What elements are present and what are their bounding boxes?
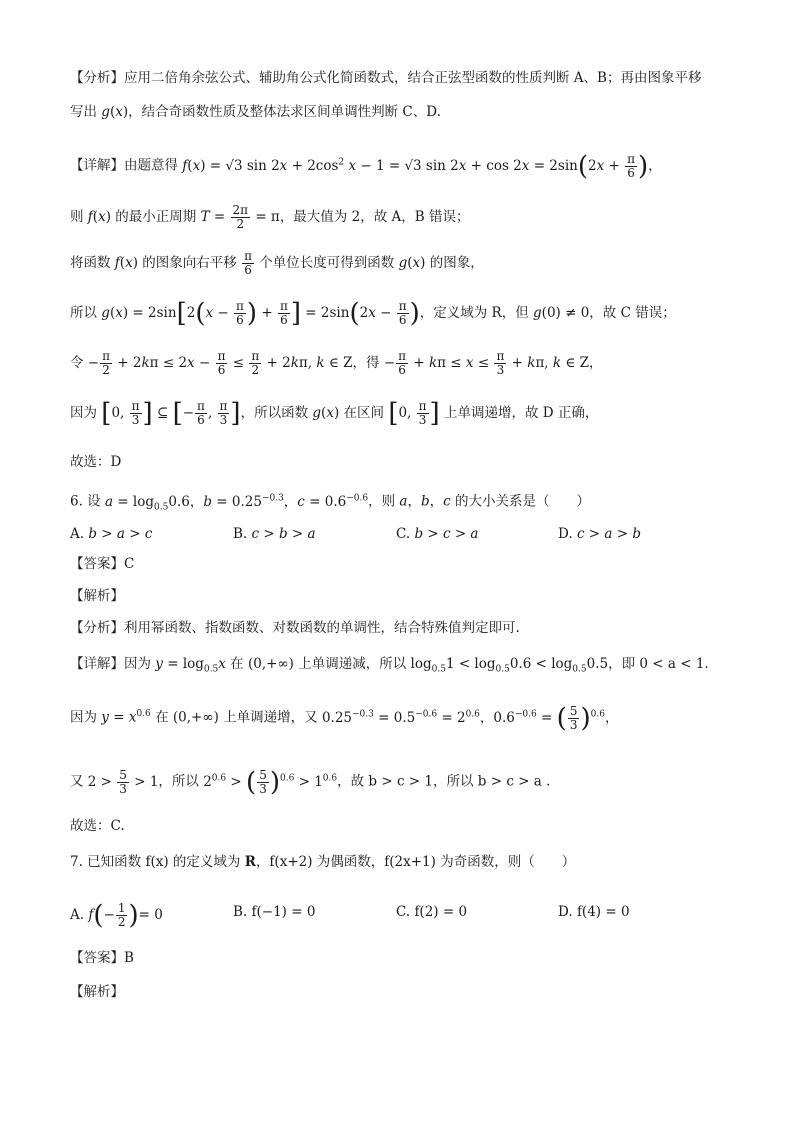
q5-detail-line-6: 因为 [0, $\frac{\pi}{3}$ ] ⊆ [− $\frac{\pi}{6}$ , $\frac{\pi}{3}$ ]，所以函数 g(x) 在区间 [0, $\frac{\pi}{3}$ ] 上单调递增，故 D 正确， (70, 398, 599, 429)
option-c[interactable]: C. b > c > a (396, 526, 479, 542)
q6-select: 故选：C. (70, 818, 125, 834)
formula: g(x) = 2sin[2(x − $\frac{\pi}{6}$ ) + $\frac{\pi}{6}$ ] = 2sin(2x − $\frac{\pi}{6}$ ) (101, 298, 420, 329)
text: 又 (70, 773, 88, 790)
q5-select: 故选：D (70, 454, 122, 470)
option-d[interactable]: D. c > a > b (558, 526, 641, 542)
formula: $\log_{0.5}1 < \log_{0.5}0.6 < \log_{0.5}0.5$ (410, 656, 609, 675)
text: 则 (70, 209, 88, 225)
formula: T = $\frac{2\pi}{2}$ = π (200, 203, 280, 231)
q5-detail-line-4: 所以 g(x) = 2sin[2(x − $\frac{\pi}{6}$ ) + $\frac{\pi}{6}$ ] = 2sin(2x − $\frac{\pi}{6}$ )，定义域为 R，但 g(0) ≠ 0，故 C 错误； (70, 298, 676, 329)
q6-detail-line-3 (70, 768, 550, 796)
formula: $0.25^{-0.3} = 0.5^{-0.6} = 2^{0.6}$，$0.6^{-0.6}$ = ( $\frac{5}{3}$ )$^{0.6}$， (321, 703, 619, 733)
q5-analysis-line-2: 写出 g(x)，结合奇函数性质及整体法求区间单调性判断 C、D. (70, 104, 441, 120)
text: 因为 (70, 405, 102, 421)
text: ，f(x+2) 为偶函数，f(2x+1) 为奇函数，则（ ） (255, 854, 576, 870)
text: 所以 (70, 305, 102, 321)
analysis-text: 应用二倍角余弦公式、辅助角公式化简函数式，结合正弦型函数的性质判断 A、B；再由图象平移 (124, 70, 702, 86)
q7-jiexi-tag: 【解析】 (70, 984, 124, 1000)
formula: $a = \log_{0.5}0.6$，$b = 0.25^{-0.3}$，$c = 0.6^{-0.6}$ (104, 493, 369, 513)
analysis-tag: 【分析】 (70, 70, 124, 86)
q6-options (70, 524, 730, 544)
answer-tag: 【答案】 (70, 556, 124, 572)
text: ，故 b > c > 1，所以 b > c > a . (337, 773, 551, 790)
q5-detail-line-3: 将函数 f(x) 的图象向右平移 $\frac{\pi}{6}$ 个单位长度可得到函数 g(x) 的图象， (70, 249, 484, 277)
q6-stem: 6. 设 $a = \log_{0.5}0.6$，$b = 0.25^{-0.3}$，$c = 0.6^{-0.6}$，则 a，b，c 的大小关系是（ ） (70, 493, 590, 513)
answer-value: B (124, 950, 134, 966)
text: 在区间 (339, 405, 389, 421)
option-a[interactable]: A. b > a > c (70, 526, 153, 542)
option-c[interactable]: C. f(2) = 0 (396, 904, 468, 920)
text: 6. 设 (70, 493, 105, 510)
formula: − $\frac{\pi}{6}$ + kπ ≤ x ≤ $\frac{\pi}{3}$ + kπ, k ∈ Z， (383, 349, 603, 377)
answer-tag: 【答案】 (70, 950, 124, 966)
text: 上单调递增，故 D 正确， (439, 405, 599, 421)
real-set-symbol: R (244, 854, 256, 870)
text: 由题意得 (124, 157, 183, 174)
q5-detail-line-2: 则 f(x) 的最小正周期 T = $\frac{2\pi}{2}$ = π，最大值为 2，故 A，B 错误； (70, 203, 470, 231)
text: 7. 已知函数 f(x) 的定义域为 (70, 854, 245, 870)
detail-tag: 【详解】 (70, 157, 124, 174)
text: 写出 (70, 104, 102, 120)
analysis-text: 利用幂函数、指数函数、对数函数的单调性，结合特殊值判定即可. (124, 620, 520, 636)
text: ，所以函数 (240, 405, 313, 421)
text: ，即 0 < a < 1. (608, 656, 709, 672)
option-d[interactable]: D. f(4) = 0 (558, 904, 630, 920)
formula: $2^{0.6}$ > ( $\frac{5}{3}$ )$^{0.6} > 1^{0.6}$ (203, 767, 338, 797)
text: 令 (70, 355, 88, 371)
text: 因为 (124, 656, 156, 672)
q5-detail-line-5 (70, 350, 603, 377)
q7-stem (70, 852, 575, 872)
answer-value: C (124, 556, 135, 572)
q7-options (70, 900, 730, 931)
text: 的大小关系是（ ） (450, 493, 590, 510)
q7-answer (70, 948, 134, 968)
text: 因为 (70, 709, 102, 726)
text: 的图象， (425, 255, 484, 271)
text: 的图象向右平移 (137, 255, 242, 271)
text: ，最大值为 2，故 A，B 错误； (279, 209, 470, 225)
q6-analysis (70, 618, 520, 638)
option-b[interactable]: B. c > b > a (233, 526, 316, 542)
text: 在 (0,+∞) 上单调递减，所以 (225, 656, 411, 672)
text: ，则 (368, 493, 400, 510)
text: ，定义域为 R，但 (419, 305, 534, 321)
analysis-tag: 【分析】 (70, 620, 124, 636)
q5-detail-line-1 (70, 152, 662, 180)
formula: f(x) = √3 $\sin 2x + 2\cos^2$ x − 1 = √3 sin 2x + cos 2x = 2sin(2x + $\frac{\pi}{6}$ )， (182, 151, 662, 181)
formula: [0, $\frac{\pi}{3}$ ] ⊆ [− $\frac{\pi}{6}$ , $\frac{\pi}{3}$ ] (101, 398, 241, 429)
q6-detail-line-2: 因为 $y = x^{0.6}$ 在 (0,+∞) 上单调递增，又 $0.25^{-0.3} = 0.5^{-0.6} = 2^{0.6}$，$0.6^{-0.6}$ = ( $\frac{5}{3}$ )$^{0.6}$， (70, 703, 619, 733)
text: ，故 C 错误； (589, 305, 676, 321)
text: 的最小正周期 (110, 209, 201, 225)
text: 在 (0,+∞) 上单调递增，又 (150, 709, 322, 726)
q5-analysis-line-1 (70, 68, 701, 88)
option-b[interactable]: B. f(−1) = 0 (233, 904, 316, 920)
formula: 2 > $\frac{5}{3}$ > 1 (87, 767, 159, 796)
text: ，得 (352, 355, 384, 371)
text: ，所以 (158, 773, 204, 790)
q6-answer (70, 554, 134, 574)
detail-tag: 【详解】 (70, 656, 124, 672)
q6-detail-line-1: 【详解】因为 $y = \log_{0.5}x$ 在 (0,+∞) 上单调递减，所以 $\log_{0.5}1 < \log_{0.5}0.6 < \log_{0.5}0.5$，即 0 < a < 1. (70, 656, 709, 675)
text: ，结合奇函数性质及整体法求区间单调性判断 C、D. (128, 104, 441, 120)
formula: − $\frac{\pi}{2}$ + 2kπ ≤ 2x − $\frac{\pi}{6}$ ≤ $\frac{\pi}{2}$ + 2kπ, k ∈ Z (87, 349, 353, 377)
text: 将函数 (70, 255, 115, 271)
q6-jiexi-tag: 【解析】 (70, 588, 124, 604)
option-a[interactable]: A. f(− $\frac{1}{2}$ )= 0 (70, 900, 163, 931)
text: 个单位长度可得到函数 (254, 255, 399, 271)
math: g (101, 104, 110, 120)
